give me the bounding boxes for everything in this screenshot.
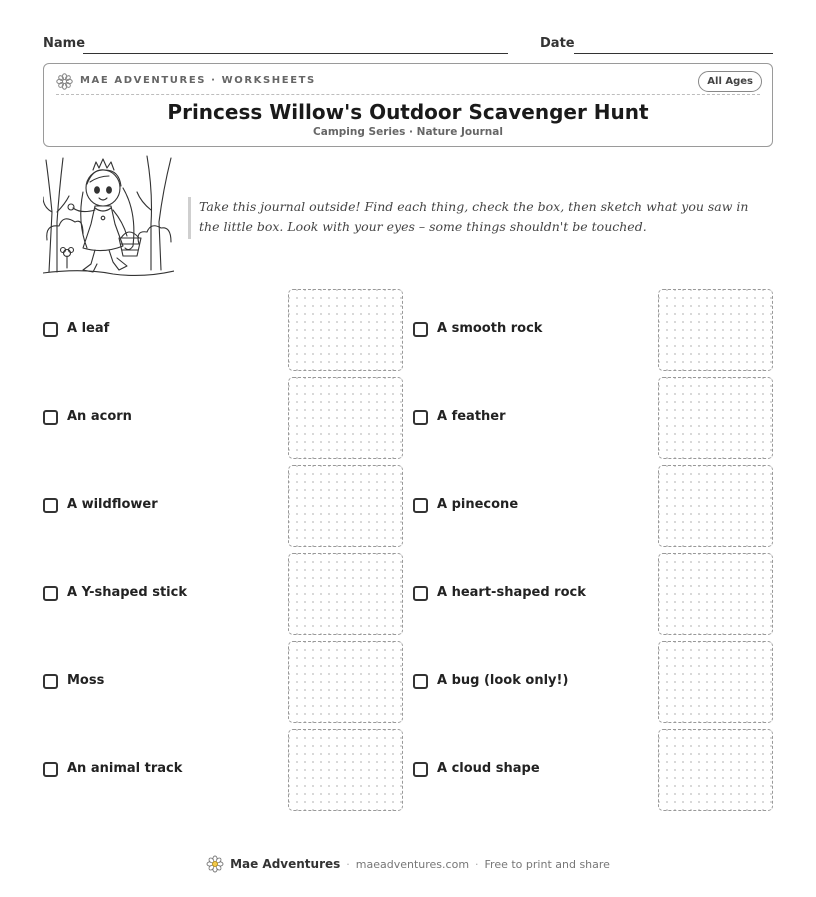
sketch-box[interactable] — [288, 465, 403, 547]
sketch-box[interactable] — [288, 729, 403, 811]
list-item — [413, 377, 773, 459]
item-label: A leaf — [67, 321, 110, 336]
date-field[interactable] — [574, 53, 773, 54]
item-label: A heart-shaped rock — [437, 585, 586, 600]
sketch-box[interactable] — [658, 377, 773, 459]
header-divider — [56, 94, 760, 95]
sketch-box[interactable] — [288, 641, 403, 723]
sketch-box[interactable] — [658, 289, 773, 371]
item-label: A Y-shaped stick — [67, 585, 187, 600]
princess-illustration — [43, 152, 174, 280]
checkbox-icon[interactable] — [43, 674, 58, 689]
footer-separator: · — [346, 857, 350, 871]
sketch-box[interactable] — [658, 465, 773, 547]
footer-separator: · — [475, 857, 479, 871]
checkbox-icon[interactable] — [43, 410, 58, 425]
list-item — [43, 729, 403, 811]
sketch-box[interactable] — [288, 553, 403, 635]
page-subtitle: Camping Series · Nature Journal — [313, 126, 503, 138]
page-title: Princess Willow's Outdoor Scavenger Hunt — [167, 100, 649, 124]
list-item — [43, 641, 403, 723]
list-item — [43, 289, 403, 371]
list-item — [43, 465, 403, 547]
age-badge: All Ages — [698, 71, 762, 92]
checkbox-icon[interactable] — [43, 322, 58, 337]
checkbox-icon[interactable] — [413, 498, 428, 513]
item-label: A smooth rock — [437, 321, 543, 336]
checkbox-icon[interactable] — [43, 762, 58, 777]
date-label: Date — [540, 36, 575, 51]
brand-text: MAE ADVENTURES · WORKSHEETS — [80, 75, 316, 86]
checkbox-icon[interactable] — [413, 322, 428, 337]
name-label: Name — [43, 36, 86, 51]
checkbox-icon[interactable] — [43, 586, 58, 601]
sketch-box[interactable] — [658, 641, 773, 723]
item-label: A wildflower — [67, 497, 158, 512]
name-field[interactable] — [83, 53, 508, 54]
footer-site[interactable]: maeadventures.com — [355, 857, 470, 871]
sketch-box[interactable] — [658, 729, 773, 811]
list-item — [413, 553, 773, 635]
list-item — [413, 729, 773, 811]
daisy-icon — [206, 855, 224, 873]
list-item — [413, 289, 773, 371]
brand-row — [56, 71, 762, 93]
item-label: Moss — [67, 673, 105, 688]
instructions-text: Take this journal outside! Find each thing, check the box, then sketch what you saw in the little box. Look with your eyes – some things shouldn't be touched. — [188, 197, 758, 239]
sketch-box[interactable] — [288, 377, 403, 459]
name-date-row — [43, 36, 773, 56]
flower-icon — [56, 73, 73, 90]
checkbox-icon[interactable] — [413, 586, 428, 601]
item-label: An acorn — [67, 409, 132, 424]
footer-note: Free to print and share — [484, 857, 610, 871]
checkbox-icon[interactable] — [413, 674, 428, 689]
checkbox-icon[interactable] — [43, 498, 58, 513]
item-label: A cloud shape — [437, 761, 540, 776]
item-label: An animal track — [67, 761, 183, 776]
item-label: A pinecone — [437, 497, 519, 512]
page-footer — [0, 855, 816, 875]
footer-brand: Mae Adventures — [230, 857, 341, 871]
list-item — [43, 377, 403, 459]
item-label: A bug (look only!) — [437, 673, 569, 688]
checkbox-icon[interactable] — [413, 762, 428, 777]
list-item — [413, 641, 773, 723]
item-label: A feather — [437, 409, 506, 424]
checkbox-icon[interactable] — [413, 410, 428, 425]
worksheet-header — [43, 63, 773, 147]
sketch-box[interactable] — [288, 289, 403, 371]
sketch-box[interactable] — [658, 553, 773, 635]
list-item — [43, 553, 403, 635]
list-item — [413, 465, 773, 547]
